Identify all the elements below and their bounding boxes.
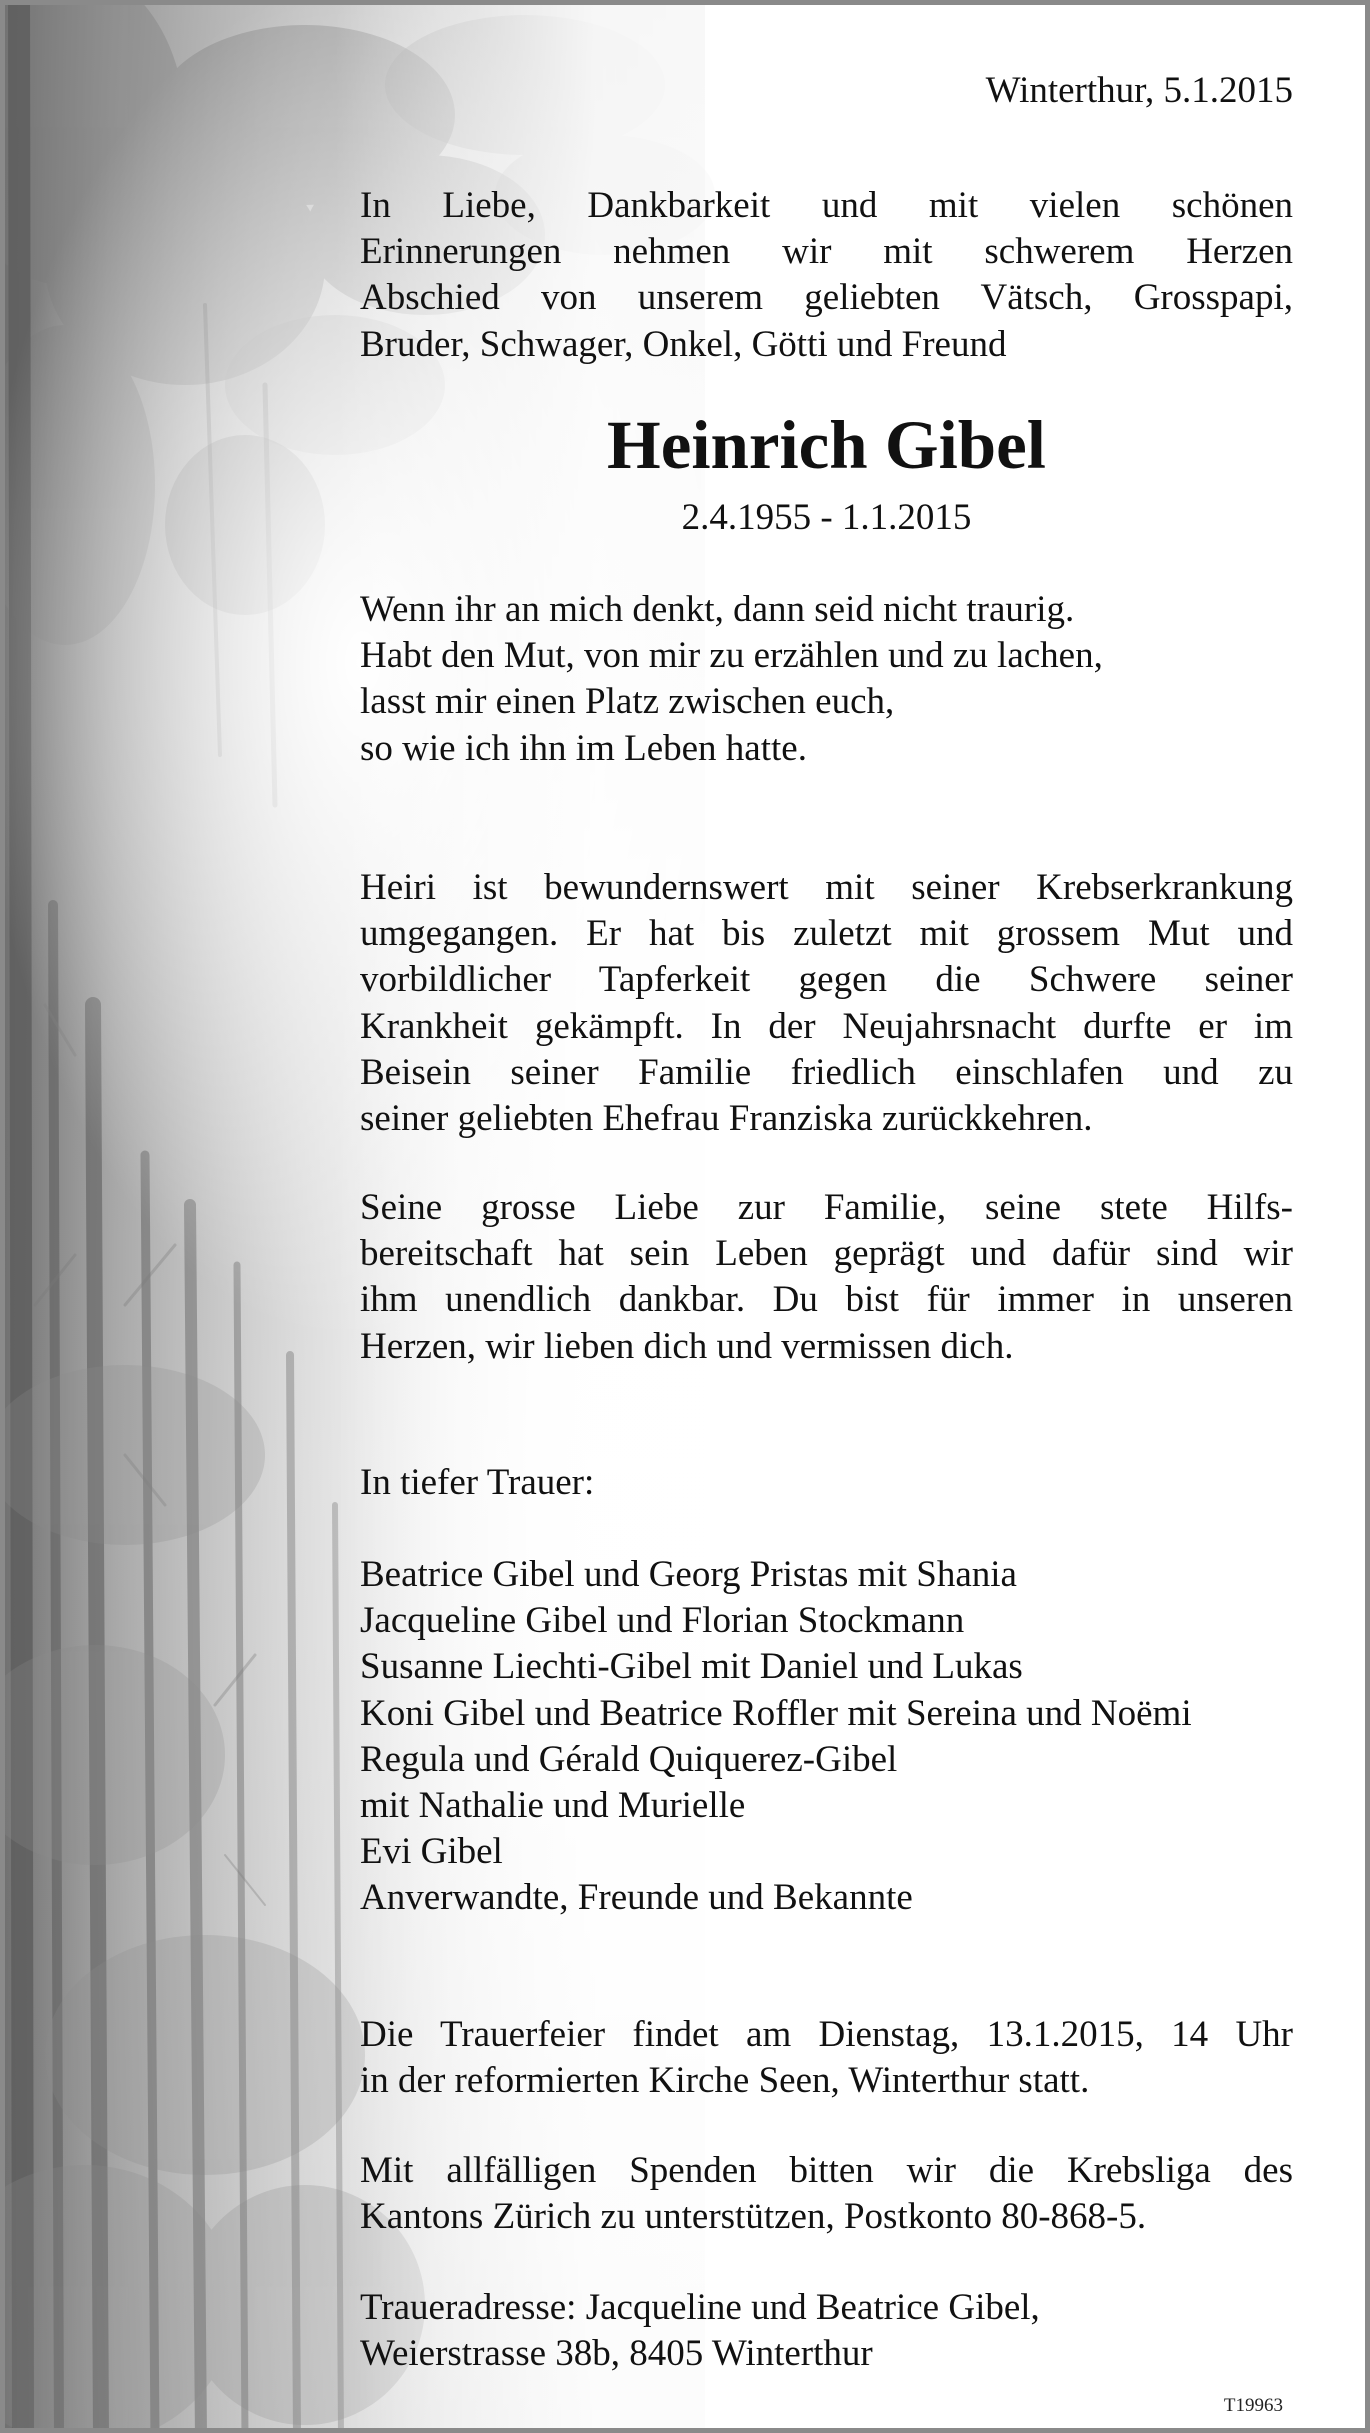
paragraph-line: vorbildlicher Tapferkeit gegen die Schwere seiner bbox=[360, 959, 1293, 1001]
mourning-heading: In tiefer Trauer: bbox=[360, 1462, 595, 1503]
paragraph-line: Krankheit gekämpft. In der Neujahrsnacht durfte er im bbox=[360, 1005, 1293, 1047]
donation-info bbox=[360, 2148, 1293, 2240]
intro-line: Erinnerungen nehmen wir mit schwerem Herzen bbox=[360, 231, 1293, 273]
illness-paragraph bbox=[360, 865, 1293, 1142]
paragraph-line: Beisein seiner Familie friedlich einschlafen und zu bbox=[360, 1051, 1293, 1093]
mourner-line: Evi Gibel bbox=[360, 1831, 503, 1873]
paragraph-line: ihm unendlich dankbar. Du bist für immer in unseren bbox=[360, 1279, 1293, 1321]
love-paragraph bbox=[360, 1185, 1293, 1370]
mourner-line: Koni Gibel und Beatrice Roffler mit Sereina und Noëmi bbox=[360, 1692, 1192, 1734]
mourning-address bbox=[360, 2285, 1293, 2377]
funeral-line: in der reformierten Kirche Seen, Winterthur statt. bbox=[360, 2060, 1090, 2102]
intro-line: Abschied von unserem geliebten Vätsch, Grosspapi, bbox=[360, 277, 1293, 319]
paragraph-line: seiner geliebten Ehefrau Franziska zurückkehren. bbox=[360, 1098, 1093, 1140]
life-dates: 2.4.1955 - 1.1.2015 bbox=[681, 497, 972, 538]
paragraph-line: bereitschaft hat sein Leben geprägt und dafür sind wir bbox=[360, 1233, 1293, 1275]
address-line: Traueradresse: Jacqueline und Beatrice Gibel, bbox=[360, 2287, 1040, 2328]
poem bbox=[360, 587, 1293, 772]
paragraph-line: Heiri ist bewundernswert mit seiner Krebserkrankung bbox=[360, 867, 1293, 908]
mourners-list bbox=[360, 1552, 1293, 1922]
paragraph-line: Herzen, wir lieben dich und vermissen dich. bbox=[360, 1325, 1014, 1367]
funeral-line: Die Trauerfeier findet am Dienstag, 13.1.2015, 14 Uhr bbox=[360, 2014, 1293, 2055]
intro-paragraph bbox=[360, 183, 1293, 368]
paragraph-line: Seine grosse Liebe zur Familie, seine stete Hilfs- bbox=[360, 1187, 1293, 1228]
donation-line: Mit allfälligen Spenden bitten wir die Krebsliga des bbox=[360, 2150, 1293, 2191]
poem-line: lasst mir einen Platz zwischen euch, bbox=[360, 681, 895, 723]
mourner-line: mit Nathalie und Murielle bbox=[360, 1785, 746, 1827]
intro-line: Bruder, Schwager, Onkel, Götti und Freund bbox=[360, 323, 1007, 365]
poem-line: Habt den Mut, von mir zu erzählen und zu lachen, bbox=[360, 635, 1103, 677]
deceased-name: Heinrich Gibel bbox=[607, 407, 1046, 483]
donation-line: Kantons Zürich zu unterstützen, Postkonto 80-868-5. bbox=[360, 2196, 1147, 2238]
ad-code: T19963 bbox=[1223, 2395, 1283, 2416]
intro-line: In Liebe, Dankbarkeit und mit vielen schönen bbox=[360, 185, 1293, 226]
mourner-line: Anverwandte, Freunde und Bekannte bbox=[360, 1877, 913, 1919]
place-and-date: Winterthur, 5.1.2015 bbox=[985, 70, 1293, 111]
address-line: Weierstrasse 38b, 8405 Winterthur bbox=[360, 2333, 873, 2375]
funeral-info bbox=[360, 2012, 1293, 2104]
poem-line: so wie ich ihn im Leben hatte. bbox=[360, 727, 807, 769]
mourner-line: Jacqueline Gibel und Florian Stockmann bbox=[360, 1600, 965, 1642]
mourner-line: Susanne Liechti-Gibel mit Daniel und Lukas bbox=[360, 1646, 1023, 1688]
mourner-line: Beatrice Gibel und Georg Pristas mit Shania bbox=[360, 1554, 1017, 1595]
poem-line: Wenn ihr an mich denkt, dann seid nicht traurig. bbox=[360, 589, 1075, 630]
paragraph-line: umgegangen. Er hat bis zuletzt mit grossem Mut und bbox=[360, 913, 1293, 955]
mourner-line: Regula und Gérald Quiquerez-Gibel bbox=[360, 1738, 898, 1780]
